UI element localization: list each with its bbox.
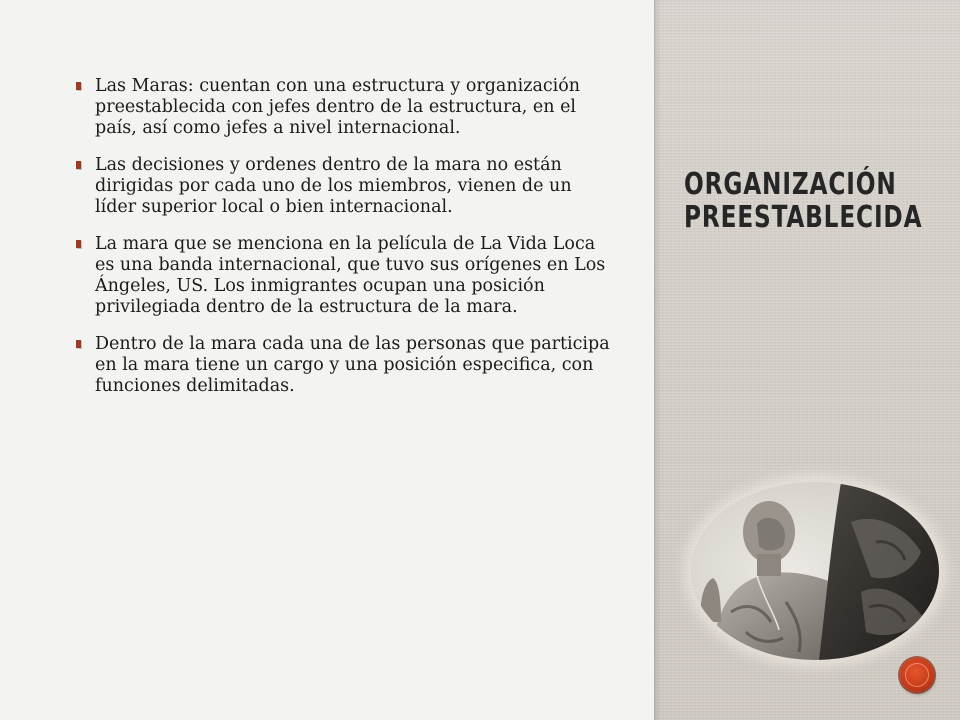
next-slide-button-icon[interactable] [900,658,934,692]
slide-title: ORGANIZACIÓN PREESTABLECIDA [684,167,923,235]
title-sidebar [654,0,960,720]
bullet-list [76,76,616,397]
square-bullet-icon [76,240,81,248]
button-ring [905,663,929,687]
slide-content [76,76,616,413]
bullet-text: Dentro de la mara cada una de las personas que participa en la mara tiene un cargo y una posición especifica, con funciones delimitadas. [95,334,610,396]
square-bullet-icon [76,340,81,348]
square-bullet-icon [76,161,81,169]
bullet-item [76,334,616,397]
gang-member-photo [691,482,939,660]
bullet-item [76,155,616,218]
photo-illustration [691,482,939,660]
bullet-text: Las decisiones y ordenes dentro de la mara no están dirigidas por cada uno de los miembros, vienen de un líder superior local o bien internacional. [95,155,572,217]
square-bullet-icon [76,82,81,90]
bullet-text: Las Maras: cuentan con una estructura y organización preestablecida con jefes dentro de la estructura, en el país, así como jefes a nivel internacional. [95,76,581,138]
bullet-item [76,76,616,139]
bullet-item [76,234,616,318]
bullet-text: La mara que se menciona en la película de La Vida Loca es una banda internacional, que tuvo sus orígenes en Los Ángeles, US. Los inmigrantes ocupan una posición privilegiada dentro de la estructura de la mara. [95,234,606,317]
